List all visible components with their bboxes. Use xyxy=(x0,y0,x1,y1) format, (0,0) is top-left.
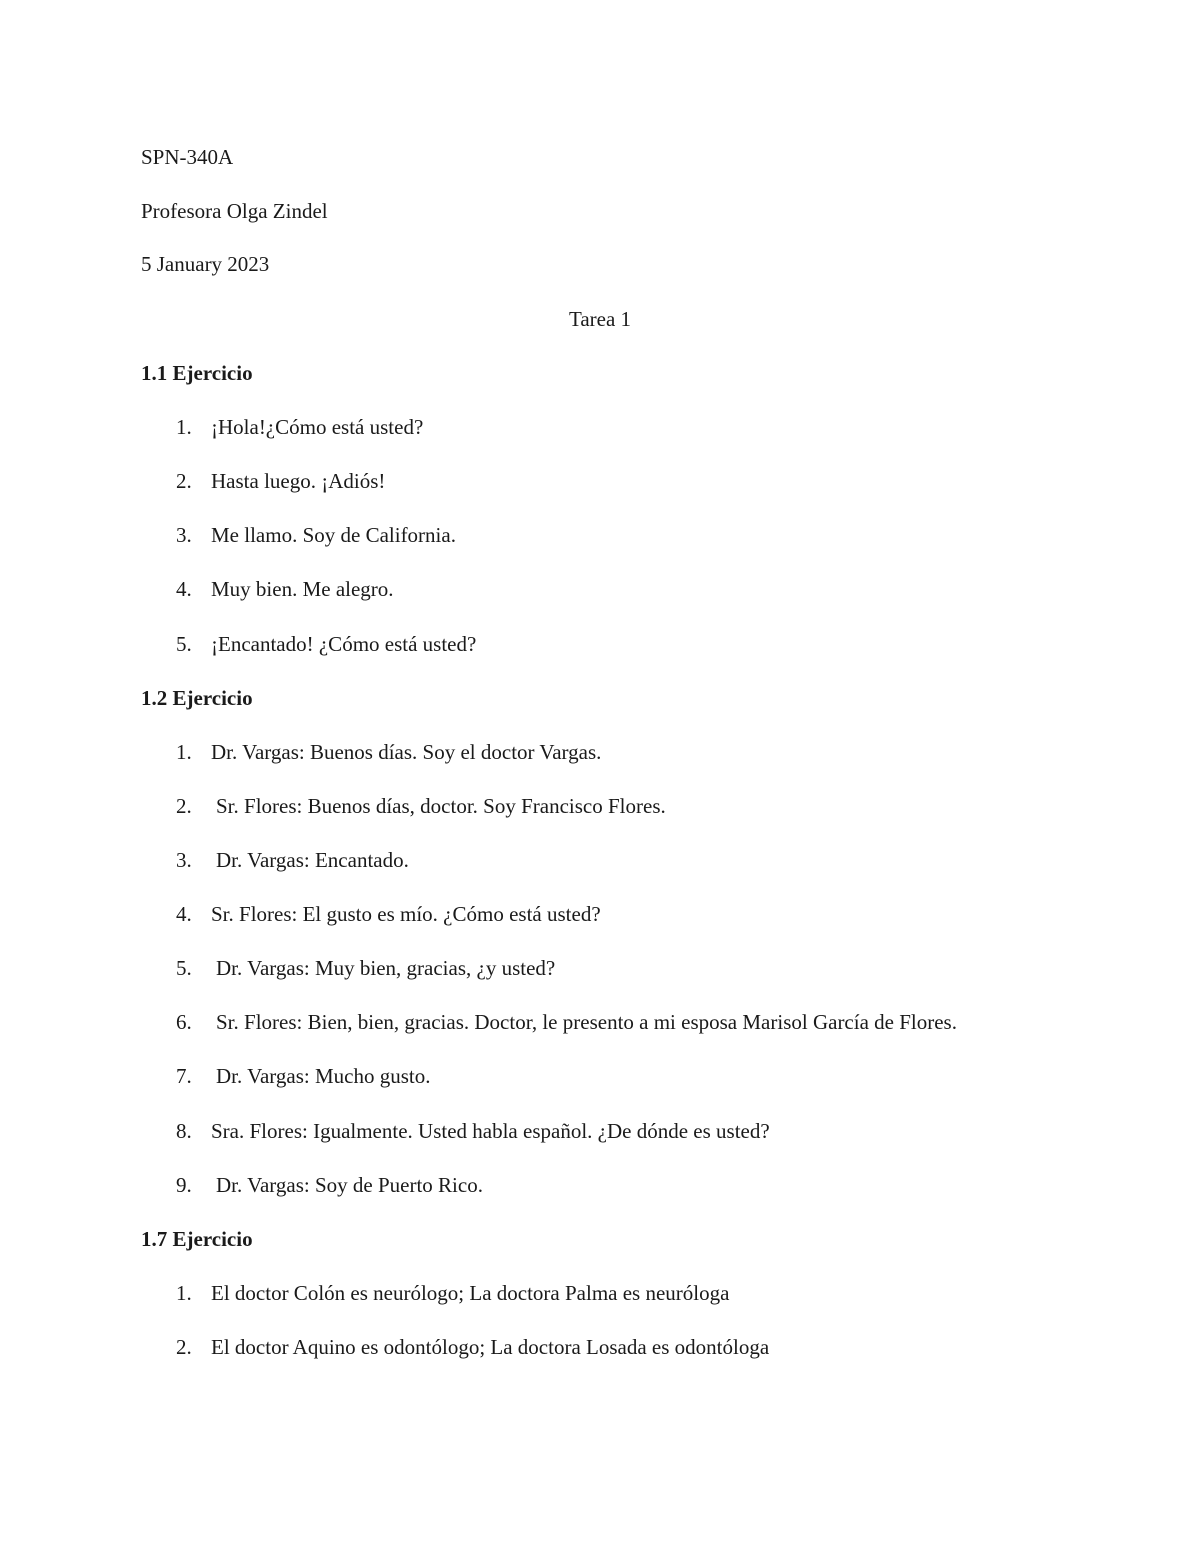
list-item-text: Dr. Vargas: Encantado. xyxy=(216,848,409,872)
professor-name: Profesora Olga Zindel xyxy=(141,199,328,223)
document-date: 5 January 2023 xyxy=(141,252,270,276)
list-item-number: 4. xyxy=(176,902,192,926)
list-item-text: El doctor Colón es neurólogo; La doctora Palma es neuróloga xyxy=(211,1281,730,1305)
list-item-number: 3. xyxy=(176,523,192,547)
list-item-text: Hasta luego. ¡Adiós! xyxy=(211,469,386,493)
list-item-text: Dr. Vargas: Mucho gusto. xyxy=(216,1064,431,1088)
list-item-number: 1. xyxy=(176,1281,192,1305)
list-item-number: 3. xyxy=(176,848,192,872)
course-code: SPN-340A xyxy=(141,145,234,169)
list-item-number: 7. xyxy=(176,1064,192,1088)
list-item-number: 5. xyxy=(176,632,192,656)
list-item-text: ¡Encantado! ¿Cómo está usted? xyxy=(211,632,477,656)
section-heading: 1.1 Ejercicio xyxy=(141,361,253,385)
list-item-text: El doctor Aquino es odontólogo; La doctora Losada es odontóloga xyxy=(211,1335,770,1359)
list-item-number: 1. xyxy=(176,415,192,439)
list-item-text: Sr. Flores: Buenos días, doctor. Soy Francisco Flores. xyxy=(216,794,666,818)
list-item-number: 5. xyxy=(176,956,192,980)
list-item-number: 4. xyxy=(176,577,192,601)
section-heading: 1.2 Ejercicio xyxy=(141,686,253,710)
list-item-number: 2. xyxy=(176,1335,192,1359)
document-title: Tarea 1 xyxy=(568,307,632,331)
list-item-text: Dr. Vargas: Muy bien, gracias, ¿y usted? xyxy=(216,956,556,980)
list-item-number: 2. xyxy=(176,469,192,493)
list-item-number: 9. xyxy=(176,1173,192,1197)
list-item-text: Sr. Flores: Bien, bien, gracias. Doctor, le presento a mi esposa Marisol García de Flores. xyxy=(216,1010,957,1034)
list-item-text: Dr. Vargas: Buenos días. Soy el doctor Vargas. xyxy=(211,740,602,764)
list-item-number: 2. xyxy=(176,794,192,818)
list-item-text: Muy bien. Me alegro. xyxy=(211,577,394,601)
list-item-text: Sr. Flores: El gusto es mío. ¿Cómo está usted? xyxy=(211,902,601,926)
section-heading: 1.7 Ejercicio xyxy=(141,1227,253,1251)
list-item-number: 6. xyxy=(176,1010,192,1034)
list-item-text: Dr. Vargas: Soy de Puerto Rico. xyxy=(216,1173,483,1197)
list-item-number: 1. xyxy=(176,740,192,764)
list-item-text: ¡Hola!¿Cómo está usted? xyxy=(211,415,424,439)
list-item-number: 8. xyxy=(176,1119,192,1143)
list-item-text: Sra. Flores: Igualmente. Usted habla español. ¿De dónde es usted? xyxy=(211,1119,770,1143)
list-item-text: Me llamo. Soy de California. xyxy=(211,523,456,547)
